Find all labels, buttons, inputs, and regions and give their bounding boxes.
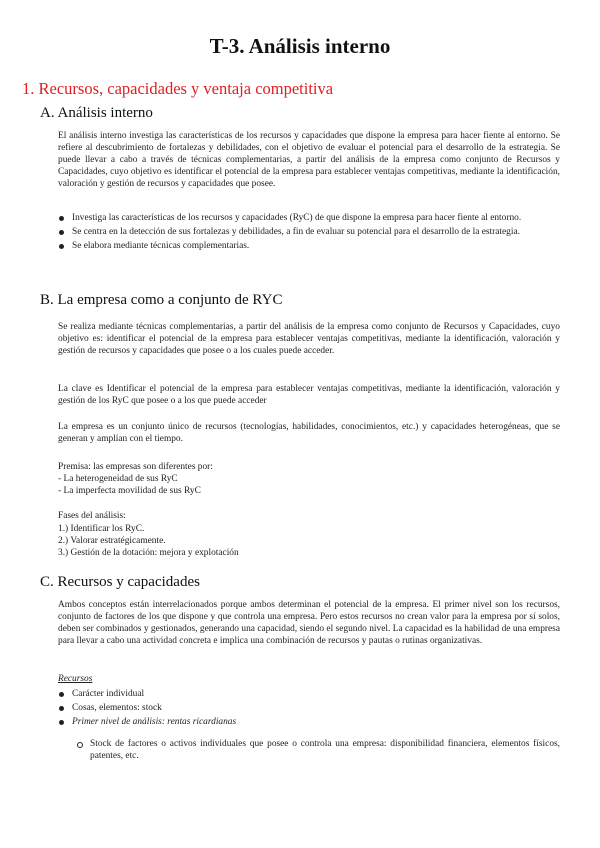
premisa-item: - La heterogeneidad de sus RyC [58, 474, 178, 484]
paragraph-b1: Se realiza mediante técnicas complementarias, a partir del análisis de la empresa como conjunto de Recursos y Capacidades, cuyo objetivo es: identificar el potencial de la empresa para establecer ventajas competitivas, mediante la identificación, valoración y gestión de recursos y capacidades que posee o a los cuales puede acceder. [58, 322, 560, 357]
hollow-bullet-icon [77, 742, 83, 748]
list-item: Se elabora mediante técnicas complementarias. [58, 240, 560, 252]
bullet-icon [59, 720, 64, 725]
bullet-icon [59, 692, 64, 697]
section-heading-1: 1. Recursos, capacidades y ventaja competitiva [22, 79, 334, 98]
list-item: Carácter individual [58, 688, 560, 700]
bullet-icon [59, 706, 64, 711]
list-item: Cosas, elementos: stock [58, 702, 560, 714]
subsection-heading-c: C. Recursos y capacidades [40, 574, 200, 590]
sub-bullet-list [76, 738, 560, 764]
list-item: Se centra en la detección de sus fortalezas y debilidades, a fin de evaluar su potencial para el desarrollo de la estrategia. [58, 226, 560, 238]
fases-item: 2.) Valorar estratégicamente. [58, 536, 166, 546]
recursos-label: Recursos [58, 674, 93, 684]
list-item: Primer nivel de análisis: rentas ricardianas [58, 716, 560, 728]
bullet-icon [59, 244, 64, 249]
bullet-icon [59, 216, 64, 221]
paragraph-b3: La empresa es un conjunto único de recursos (tecnologías, habilidades, conocimientos, etc.) y capacidades heterogéneas, que se generan y amplían con el tiempo. [58, 422, 560, 445]
fases-label: Fases del análisis: [58, 511, 126, 521]
page-title: T-3. Análisis interno [209, 34, 391, 58]
fases-item: 3.) Gestión de la dotación: mejora y explotación [58, 548, 239, 558]
subsection-heading-a: A. Análisis interno [40, 105, 153, 121]
paragraph-b2: La clave es Identificar el potencial de la empresa para establecer ventajas competitivas, mediante la identificación, valoración y gestión de los RyC que posee o a los que puede acceder [58, 384, 560, 407]
premisa-item: - La imperfecta movilidad de sus RyC [58, 486, 201, 496]
subsection-heading-b: B. La empresa como a conjunto de RYC [40, 292, 283, 308]
list-item: Stock de factores o activos individuales que posee o controla una empresa: disponibilidad financiera, elementos físicos, patentes, etc. [76, 738, 560, 762]
fases-item: 1.) Identificar los RyC. [58, 524, 145, 534]
list-item: Investiga las características de los recursos y capacidades (RyC) de que dispone la empresa para hacer fiente al entorno. [58, 212, 560, 224]
paragraph-a: El análisis interno investiga las características de los recursos y capacidades que dispone la empresa para hacer fiente al entorno. Se refiere al descubrimiento de fortalezas y debilidades, con el objetivo de evaluar el potencial para el desarrollo de la estrategia. Se puede llevar a cabo a través de técnicas complementarias, a partir del análisis de la empresa como conjunto de Recursos y Capacidades, cuyo objetivo es identificar el potencial de la empresa para establecer ventajas competitivas, mediante la identificación, valoración y gestión de recursos y capacidades que posee. [58, 131, 560, 190]
bullet-icon [59, 230, 64, 235]
paragraph-c: Ambos conceptos están interrelacionados porque ambos determinan el potencial de la empresa. El primer nivel son los recursos, conjunto de factores de los que dispone y que controla una empresa. Pero estos recursos no crean valor para la empresa por sí solos, deben ser combinados y gestionados, generando una capacidad, siendo el segundo nivel. La capacidad es la habilidad de una empresa para llevar a cabo una actividad concreta e implica una combinación de recursos y pautas o rutinas organizativas. [58, 600, 560, 647]
premisa-label: Premisa: las empresas son diferentes por: [58, 462, 213, 472]
bullet-list-recursos [58, 688, 560, 730]
bullet-list-a [58, 212, 560, 254]
